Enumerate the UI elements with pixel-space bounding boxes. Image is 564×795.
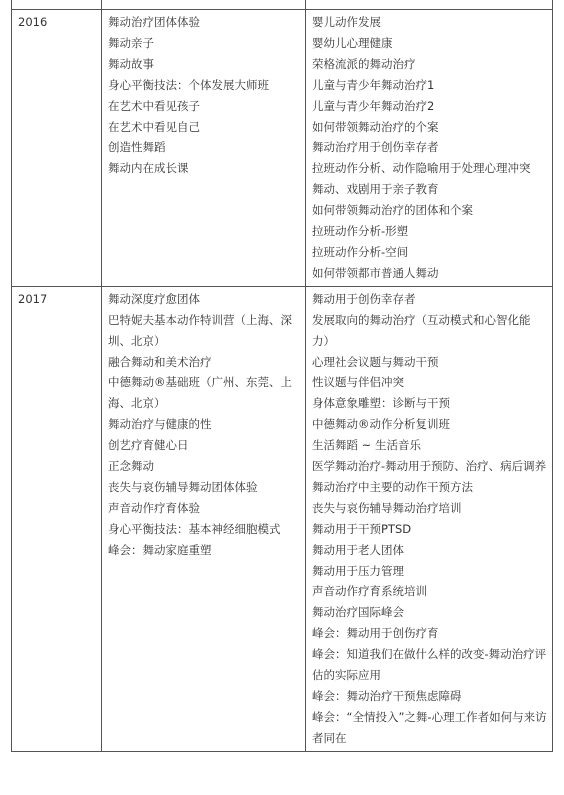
table-cell (306, 0, 553, 10)
table-top-edge (12, 0, 553, 10)
course-item: 创造性舞蹈 (108, 140, 166, 155)
course-item: 婴儿动作发展 (312, 15, 381, 29)
course-item: 如何带领舞动治疗的团体和个案 (312, 203, 473, 218)
course-item: 舞动治疗团体体验 (108, 15, 200, 29)
course-item: 拉班动作分析-形塑 (312, 224, 409, 239)
course-item: 发展取向的舞动治疗（互动模式和心智化能力） (312, 312, 531, 348)
course-item: 舞动治疗国际峰会 (312, 605, 404, 620)
course-item: 舞动亲子 (108, 35, 154, 50)
year-cell: 2017 (12, 286, 102, 751)
course-item: 舞动故事 (108, 56, 154, 71)
table-row (12, 286, 553, 751)
course-item: 儿童与青少年舞动治疗1 (312, 77, 435, 92)
course-item: 舞动用于创伤幸存者 (312, 291, 416, 306)
course-item: 峰会：舞动家庭重塑 (108, 542, 212, 557)
table-cell (102, 0, 306, 10)
course-item: 在艺术中看见孩子 (108, 98, 200, 113)
course-item: 身心平衡技法：个体发展大师班 (108, 77, 269, 92)
course-item: 性议题与伴侣冲突 (312, 375, 404, 390)
course-item: 舞动治疗用于创伤幸存者 (312, 140, 439, 155)
course-cell (102, 10, 306, 287)
course-item: 舞动治疗与健康的性 (108, 417, 212, 432)
course-item: 中德舞动®基础班（广州、东莞、上海、北京） (108, 375, 292, 411)
course-item: 舞动治疗中主要的动作干预方法 (312, 479, 473, 494)
course-item: 如何带领舞动治疗的个案 (312, 119, 439, 134)
course-item: 如何带领都市普通人舞动 (312, 265, 439, 280)
course-item: 儿童与青少年舞动治疗2 (312, 98, 435, 113)
course-item: 心理社会议题与舞动干预 (312, 354, 439, 369)
course-item: 峰会：知道我们在做什么样的改变-舞动治疗评估的实际应用 (312, 647, 547, 683)
course-item: 巴特妮夫基本动作特训营（上海、深圳、北京） (108, 312, 292, 348)
course-item: 峰会：舞动治疗干预焦虑障碍 (312, 689, 462, 703)
course-item: 婴幼儿心理健康 (312, 35, 393, 50)
course-item: 正念舞动 (108, 459, 154, 474)
course-item: 声音动作疗育体验 (108, 500, 200, 515)
course-item: 舞动深度疗愈团体 (108, 291, 200, 306)
course-cell (102, 286, 306, 751)
course-item: 身心平衡技法：基本神经细胞模式 (108, 521, 281, 536)
course-cell (306, 10, 553, 287)
course-item: 舞动、戏剧用于亲子教育 (312, 182, 439, 197)
course-item: 医学舞动治疗-舞动用于预防、治疗、病后调养 (312, 459, 547, 474)
course-item: 在艺术中看见自己 (108, 119, 200, 134)
course-item: 舞动用于压力管理 (312, 563, 404, 578)
course-table (11, 0, 553, 752)
course-item: 中德舞动®动作分析复训班 (312, 417, 450, 432)
year-cell: 2016 (12, 10, 102, 287)
course-item: 拉班动作分析、动作隐喻用于处理心理冲突 (312, 161, 531, 176)
course-item: 声音动作疗育系统培训 (312, 584, 427, 599)
course-item: 舞动内在成长课 (108, 161, 189, 176)
table-row (12, 10, 553, 287)
course-item: 生活舞蹈 ~ 生活音乐 (312, 438, 421, 453)
course-cell (306, 286, 553, 751)
course-item: 创艺疗育健心日 (108, 438, 189, 453)
course-item: 融合舞动和美术治疗 (108, 354, 212, 369)
table-cell (12, 0, 102, 10)
course-item: 舞动用于老人团体 (312, 542, 404, 557)
course-item: 丧失与哀伤辅导舞动治疗培训 (312, 500, 462, 515)
course-item: 峰会：“全情投入”之舞-心理工作者如何与来访者同在 (312, 709, 547, 745)
course-item: 拉班动作分析-空间 (312, 244, 409, 259)
course-item: 荣格流派的舞动治疗 (312, 56, 416, 71)
course-item: 身体意象雕塑：诊断与干预 (312, 396, 450, 411)
course-item: 峰会：舞动用于创伤疗育 (312, 626, 439, 641)
course-item: 丧失与哀伤辅导舞动团体体验 (108, 479, 258, 494)
course-item: 舞动用于干预PTSD (312, 521, 412, 536)
